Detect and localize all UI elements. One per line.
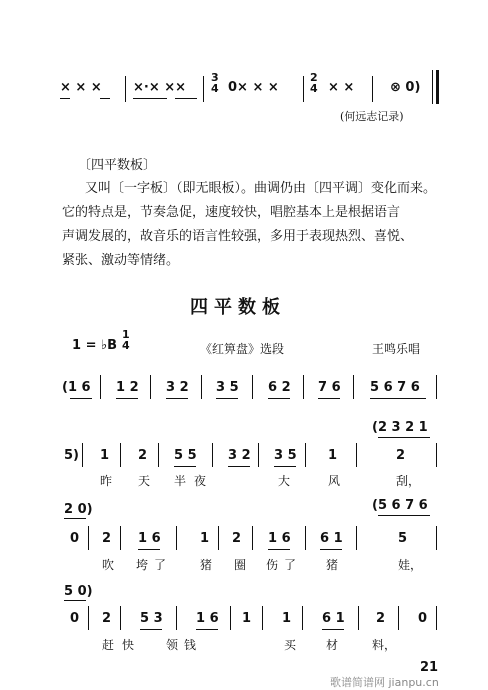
underline [318,398,340,399]
lyric: 半夜 [174,474,215,488]
barline [356,526,357,550]
barline [356,443,357,467]
underline [320,549,342,550]
barline [398,606,399,630]
barline [100,375,101,399]
lyric: 刮， [396,474,421,488]
lyric: 垮了 [136,558,173,572]
measure: (1 6 [62,380,91,395]
underline [166,398,188,399]
barline [120,606,121,630]
underline [216,398,238,399]
measure: 1 [328,448,338,463]
barline [305,443,306,467]
measure: 2 [102,531,112,546]
underline [268,398,290,399]
measure: 2 [138,448,148,463]
lyric: 料， [372,638,397,652]
lyric: 天 [138,474,151,488]
measure: 1 [200,531,210,546]
interlude-notes: (5 6 7 6 [372,498,428,513]
barline [158,443,159,467]
measure: 5) [64,448,79,463]
barline [252,375,253,399]
paragraph-line-2: 它的特点是，节奏急促，速度较快，唱腔基本上是根据语言 [62,205,401,220]
pickup-notes: 2 0) [64,502,93,517]
barline [88,526,89,550]
underline [196,629,218,630]
barline [436,526,437,550]
barline [120,526,121,550]
measure: 2 [232,531,242,546]
barline [262,606,263,630]
underline [64,518,86,519]
barline [176,526,177,550]
barline [372,76,373,102]
measure: 2 [376,611,386,626]
song-source: 《红箅盘》选段 [200,342,285,356]
key-signature: 1 = ♭B [72,338,118,353]
measure: 3 2 [228,448,251,463]
underline [133,98,167,99]
barline [436,375,437,399]
song-title: 四平数板 [190,297,286,318]
measure: 5 3 [140,611,163,626]
measure: 6 1 [320,531,343,546]
barline [176,606,177,630]
watermark: 歌谱简谱网 jianpu.cn [330,676,439,689]
measure: 6 2 [268,380,291,395]
measure: 3 5 [274,448,297,463]
barline [302,606,303,630]
lyric: 材 [326,638,339,652]
paragraph-line-4: 紧张、激动等情绪。 [62,253,180,268]
barline [436,606,437,630]
underline [378,437,430,438]
measure: 1 6 [196,611,219,626]
underline [174,466,196,467]
barline [436,443,437,467]
barline [353,375,354,399]
underline [322,629,344,630]
barline [150,375,151,399]
barline [218,526,219,550]
measure: 1 [282,611,292,626]
barline [305,526,306,550]
underline [70,398,92,399]
time-signature-2-4: 2 4 [310,71,318,95]
section-heading: 〔四平数板〕 [78,158,157,173]
measure: 2 [396,448,406,463]
barline [88,606,89,630]
singer-credit: 王鸣乐唱 [372,342,421,356]
measure: 2 [102,611,112,626]
top-notes-4: × × [328,80,355,95]
underline [268,549,290,550]
measure: 1 [242,611,252,626]
lyric: 伤了 [266,558,303,572]
measure: 5 6 7 6 [370,380,420,395]
measure: 5 5 [174,448,197,463]
top-notes-3: 0× × × [228,80,279,95]
underline [138,549,160,550]
barline [358,606,359,630]
measure: 0 [418,611,428,626]
measure: 0 [70,611,80,626]
measure: 7 6 [318,380,341,395]
barline [252,526,253,550]
underline [228,466,250,467]
lyric: 大 [278,474,291,488]
underline [60,98,70,99]
paragraph-line-1: 又叫〔一字板〕（即无眼板）。曲调仍由〔四平调〕变化而来。 [85,181,437,196]
lyric: 猪 [326,558,339,572]
lyric: 圈 [234,558,247,572]
lyric: 赶 [102,638,115,652]
lyric: 昨 [100,474,113,488]
barline [120,443,121,467]
barline [230,606,231,630]
measure: 1 2 [116,380,139,395]
lyric: 快 [122,638,135,652]
measure: 3 5 [216,380,239,395]
final-barline-thick [436,70,439,104]
top-notes-2: ×·× ×× [133,80,187,95]
measure: 0 [70,531,80,546]
measure: 5 [398,531,408,546]
time-signature-1-4: 1 4 [122,328,130,352]
barline [82,443,83,467]
final-barline-thin [432,70,433,104]
barline [125,76,126,102]
underline [140,629,162,630]
lyric: 风 [328,474,341,488]
measure: 1 6 [268,531,291,546]
underline [378,515,430,516]
lyric: 买 [284,638,297,652]
underline [116,398,138,399]
underline [175,98,197,99]
barline [303,375,304,399]
underline [274,466,296,467]
measure: 6 1 [322,611,345,626]
top-notes-1: × × × [60,80,102,95]
page-number: 21 [420,660,439,675]
barline [258,443,259,467]
measure: 3 2 [166,380,189,395]
interlude-notes: (2 3 2 1 [372,420,428,435]
lyric: 猪 [200,558,213,572]
lyric: 领钱 [166,638,203,652]
measure: 1 6 [138,531,161,546]
time-signature-3-4: 3 4 [211,71,219,95]
paragraph-line-3: 声调发展的，故音乐的语言性较强，多用于表现热烈、喜悦、 [62,229,414,244]
barline [212,443,213,467]
underline [64,600,86,601]
top-notes-5: ⊗ 0) [390,80,421,95]
barline [201,375,202,399]
underline [100,98,110,99]
underline [370,398,426,399]
lyric: 娃， [398,558,423,572]
measure: 1 [100,448,110,463]
barline [203,76,204,102]
pickup-notes: 5 0) [64,584,93,599]
barline [303,76,304,102]
transcriber-credit: (何远志记录) [340,110,404,123]
lyric: 吹 [102,558,115,572]
